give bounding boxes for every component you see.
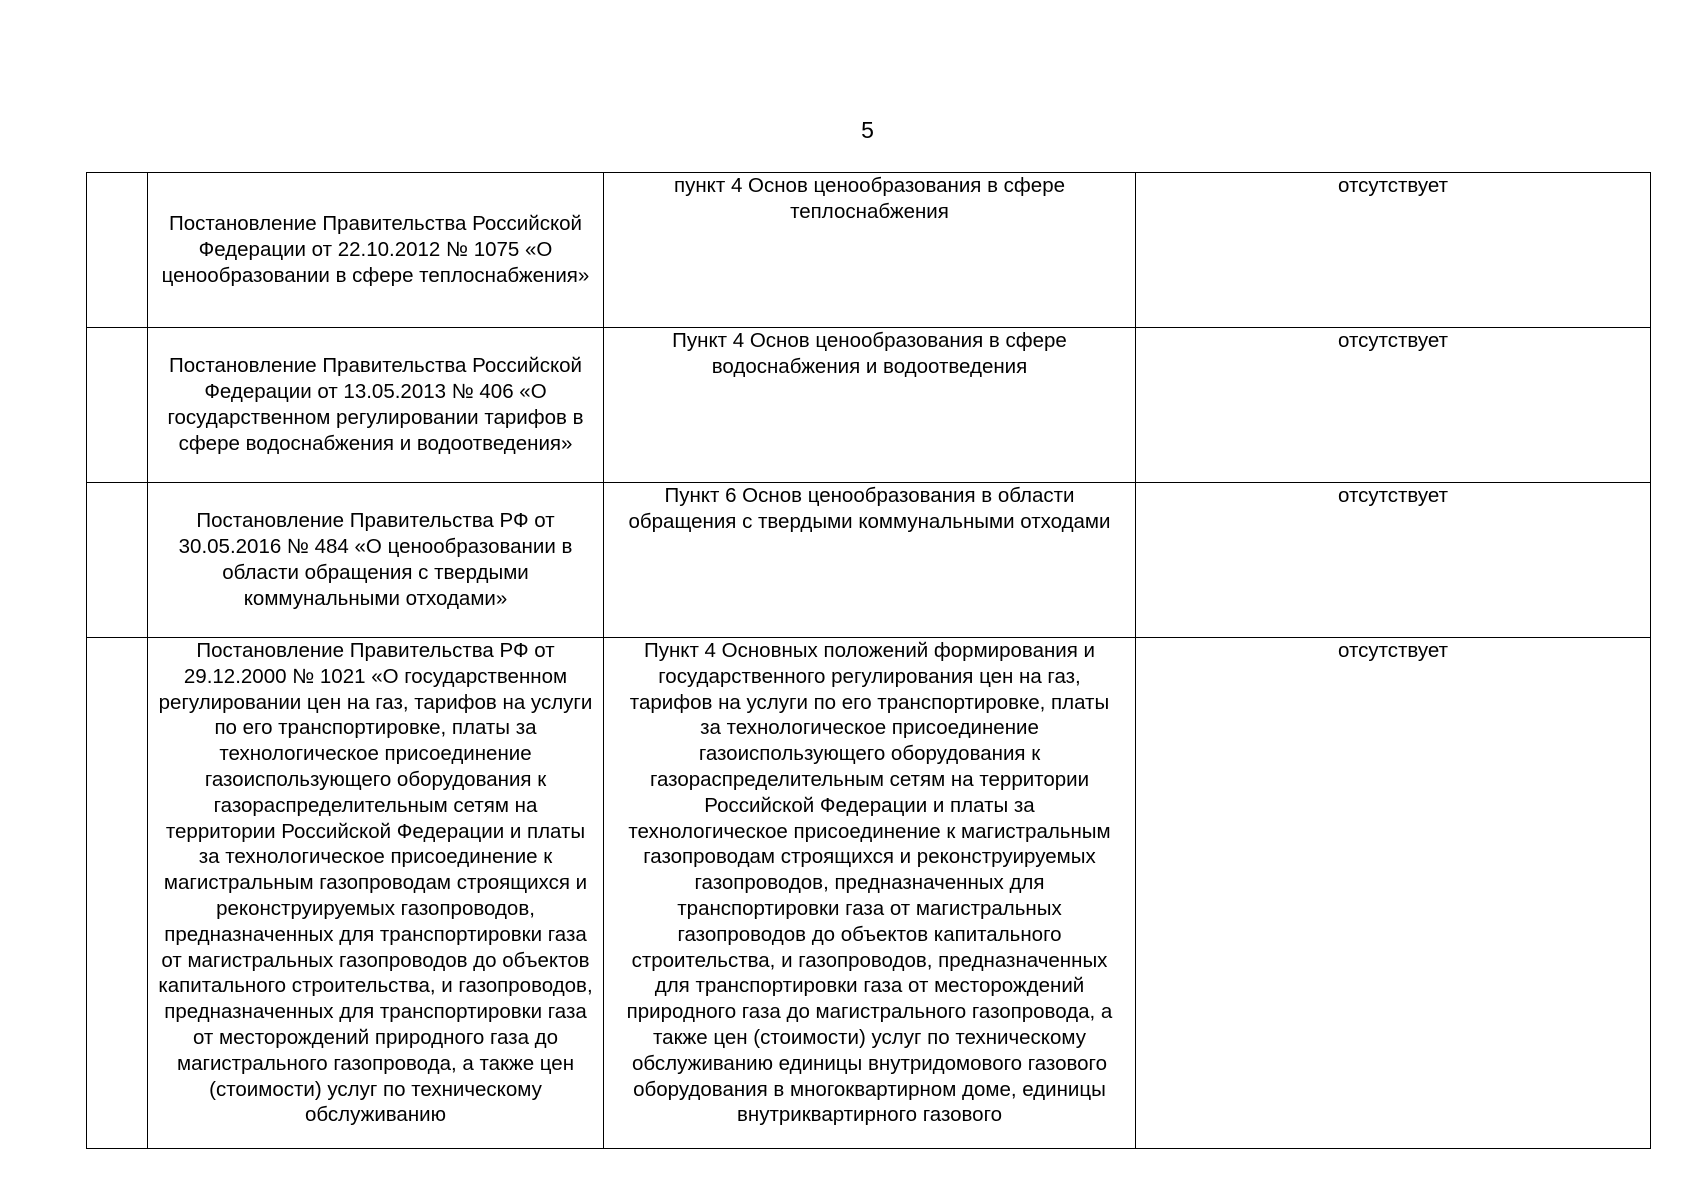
table-row: [87, 483, 1651, 638]
note-text: отсутствует: [1338, 484, 1448, 507]
act-text: Постановление Правительства Российской Федерации от 22.10.2012 № 1075 «О ценообразовании в сфере теплоснабжения»: [161, 212, 590, 287]
act-cell: [148, 638, 604, 1149]
table-row: [87, 638, 1651, 1149]
point-text: Пункт 4 Основных положений формирования и государственного регулирования цен на газ, тарифов на услуги по его транспортировке, платы за технологическое присоединение газоиспользующего оборудования к газораспределительным сетям на территории Российской Федерации и платы за технологическое присоединение к магистральным газопроводам строящихся и реконструируемых газопроводов, предназначенных для транспортировки газа от магистральных газопроводов до объектов капитального строительства, и газопроводов, предназначенных для транспортировки газа от месторождений природного газа до магистрального газопровода, а также цен (стоимости) услуг по техническому обслуживанию единицы внутридомового газового оборудования в многоквартирном доме, единицы внутриквартирного газового: [626, 639, 1113, 1127]
note-cell: [1136, 483, 1651, 638]
act-cell: [148, 483, 604, 638]
row-number-cell: [87, 328, 148, 483]
act-cell: [148, 328, 604, 483]
point-text: пункт 4 Основ ценообразования в сфере теплоснабжения: [673, 174, 1065, 223]
acts-table: [86, 172, 1651, 1149]
note-text: отсутствует: [1338, 639, 1448, 662]
point-text: Пункт 6 Основ ценообразования в области обращения с твердыми коммунальными отходами: [628, 484, 1111, 533]
point-cell: [604, 638, 1136, 1149]
act-text: Постановление Правительства РФ от 29.12.2000 № 1021 «О государственном регулировании цен на газ, тарифов на услуги по его транспортировке, платы за технологическое присоединение газоиспользующего оборудования к газораспределительным сетям на территории Российской Федерации и платы за технологическое присоединение к магистральным газопроводам строящихся и реконструируемых газопроводов, предназначенных для транспортировки газа от магистральных газопроводов до объектов капитального строительства, и газопроводов, предназначенных для транспортировки газа от месторождений природного газа до магистрального газопровода, а также цен (стоимости) услуг по техническому обслуживанию: [158, 639, 593, 1127]
row-number-cell: [87, 638, 148, 1149]
row-number-cell: [87, 483, 148, 638]
point-cell: [604, 173, 1136, 328]
point-cell: [604, 328, 1136, 483]
row-number-cell: [87, 173, 148, 328]
note-cell: [1136, 173, 1651, 328]
act-text: Постановление Правительства РФ от 30.05.2016 № 484 «О ценообразовании в области обращения с твердыми коммунальными отходами»: [178, 509, 573, 610]
page-number: 5: [861, 117, 874, 143]
point-text: Пункт 4 Основ ценообразования в сфере водоснабжения и водоотведения: [672, 329, 1067, 378]
note-text: отсутствует: [1338, 174, 1448, 197]
table-row: [87, 328, 1651, 483]
act-cell: [148, 173, 604, 328]
act-text: Постановление Правительства Российской Федерации от 13.05.2013 № 406 «О государственном регулировании тарифов в сфере водоснабжения и водоотведения»: [167, 354, 584, 455]
note-cell: [1136, 328, 1651, 483]
note-text: отсутствует: [1338, 329, 1448, 352]
note-cell: [1136, 638, 1651, 1149]
table-row: [87, 173, 1651, 328]
point-cell: [604, 483, 1136, 638]
